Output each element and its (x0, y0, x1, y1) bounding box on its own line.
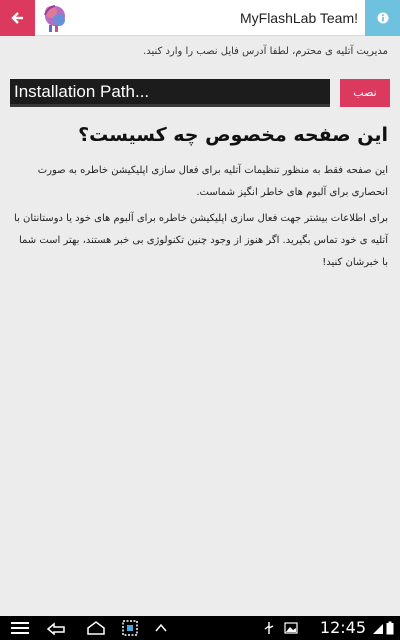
back-button[interactable] (0, 0, 35, 36)
instruction-text: مدیریت آتلیه ی محترم، لطفا آدرس فایل نصب را وارد کنید. (143, 46, 388, 57)
app-header (0, 0, 400, 36)
image-icon (284, 620, 298, 636)
status-clock: 12:45 (319, 618, 366, 637)
app-title: MyFlashLab Team! (239, 10, 358, 26)
usb-icon (262, 620, 276, 636)
arrow-left-icon (11, 11, 25, 25)
description-paragraph-1: این صفحه فقط به منظور تنظیمات آتلیه برای فعال سازی اپلیکیشن خاطره به صورت انحصاری برای آلبوم های خاطر انگیز شماست. (37, 165, 388, 198)
install-button[interactable]: نصب (340, 79, 390, 107)
system-bar (0, 616, 400, 640)
app-logo (40, 3, 68, 33)
signal-icon (372, 620, 384, 636)
menu-icon[interactable] (10, 620, 30, 636)
info-icon (377, 12, 389, 24)
section-title: این صفحه مخصوص چه کسیست؟ (78, 124, 388, 146)
screenshot-icon[interactable] (122, 620, 138, 636)
home-icon[interactable] (86, 620, 106, 636)
back-nav-icon[interactable] (46, 620, 68, 636)
caret-up-icon[interactable] (155, 620, 167, 636)
installation-path-input[interactable] (10, 79, 330, 107)
description-paragraph-2: برای اطلاعات بیشتر جهت فعال سازی اپلیکیشن خاطره برای آلبوم های خود یا دوستانتان با آتلیه ی خود تماس بگیرید. اگر هنوز از وجود چنین تکنولوژی بی خبر هستند، بهتر است شما با خبرشان کنید! (14, 213, 388, 268)
battery-icon (386, 620, 394, 636)
info-button[interactable] (365, 0, 400, 36)
path-row (10, 79, 390, 107)
